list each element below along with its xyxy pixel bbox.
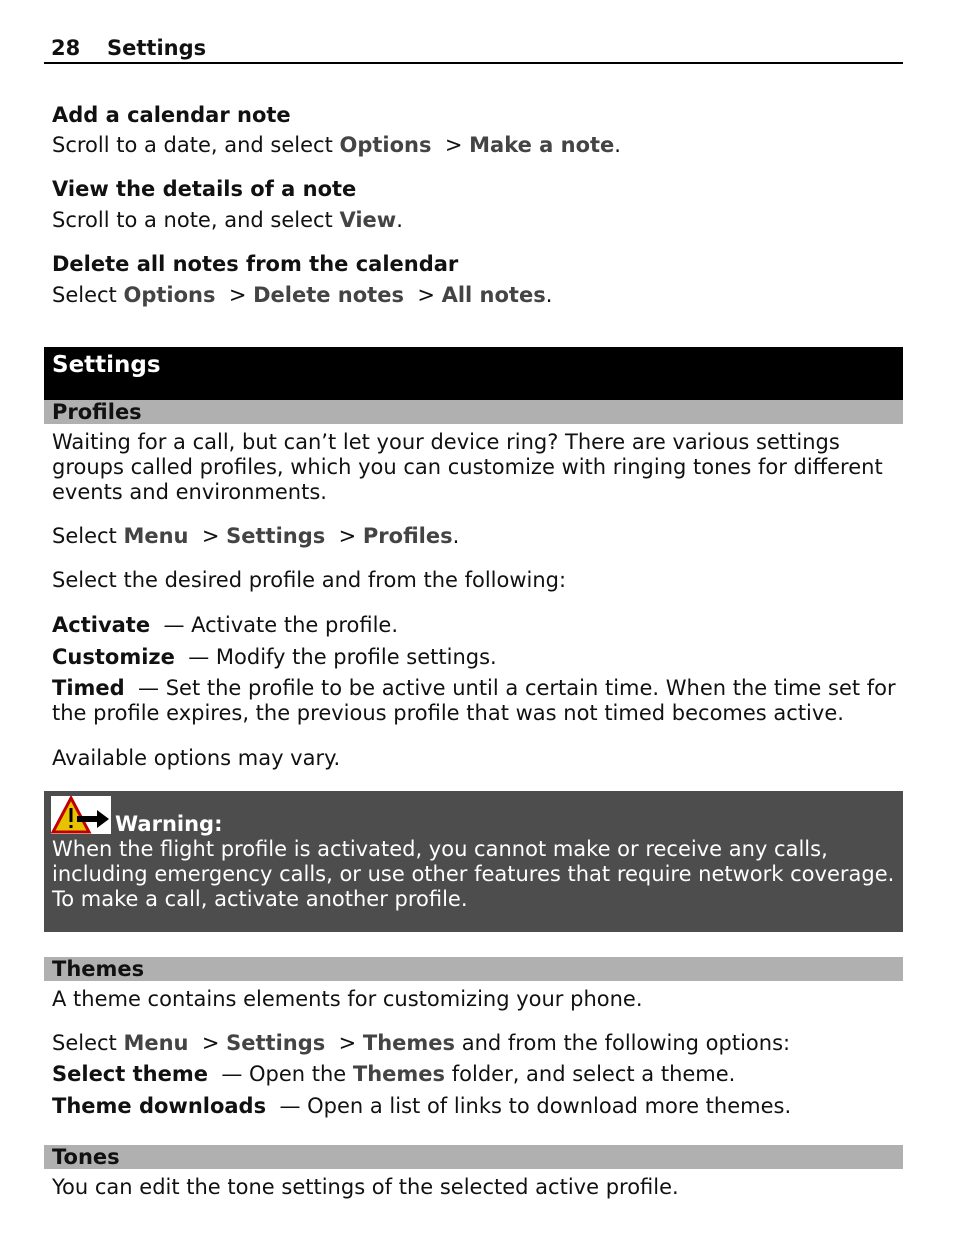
warning-triangle-icon [51, 796, 111, 834]
themes-path [52, 1031, 902, 1056]
profiles-intro: Waiting for a call, but can’t let your device ring? There are various settings groups called profiles, which you can customize with ringing tones for different events and environments. [52, 430, 883, 504]
text-run: Select [52, 524, 124, 548]
all-notes-ui-label: All notes [441, 283, 546, 307]
customize-term: Customize [52, 645, 175, 669]
themes-heading: Themes [52, 957, 145, 981]
view-ui-label: View [339, 208, 397, 232]
timed-option [52, 676, 902, 726]
text-run: > [188, 1031, 227, 1055]
activate-option [52, 613, 902, 638]
tones-heading: Tones [52, 1145, 120, 1169]
delete-notes-ui-label: Delete notes [253, 283, 404, 307]
text-run: Scroll to a note, and select [52, 208, 340, 232]
header-title: Settings [107, 36, 207, 60]
page-header [44, 36, 903, 64]
subsection-bar-profiles [44, 400, 903, 424]
text-run: > [188, 524, 227, 548]
profiles-select-text: Select the desired profile and from the following: [52, 568, 567, 592]
themes-folder-ui-label: Themes [352, 1062, 446, 1086]
warning-text: When the flight profile is activated, you cannot make or receive any calls, including emergency calls, or use other features that require network coverage. To make a call, activate another profile. [52, 837, 895, 911]
text-run: Select [52, 1031, 124, 1055]
delete-notes-heading: Delete all notes from the calendar [52, 252, 459, 276]
profiles-heading: Profiles [52, 400, 142, 424]
available-options-note: Available options may vary. [52, 746, 341, 770]
text-run: Select [52, 283, 124, 307]
text-run: > [403, 283, 442, 307]
add-note-text [52, 133, 902, 158]
text-run: . [396, 208, 403, 232]
text-run: > [431, 133, 470, 157]
theme-downloads-term: Theme downloads [52, 1094, 267, 1118]
text-run: . [545, 283, 553, 307]
text-run: > [325, 1031, 363, 1055]
text-run: . [614, 133, 621, 157]
delete-notes-text [52, 283, 902, 308]
section-title: Settings [52, 352, 161, 378]
customize-option [52, 645, 902, 670]
view-note-text [52, 208, 902, 233]
subsection-bar-themes [44, 957, 903, 981]
view-note-heading: View the details of a note [52, 177, 357, 201]
settings-ui-label: Settings [226, 524, 326, 548]
menu-ui-label: Menu [123, 1031, 189, 1055]
select-theme-term: Select theme [52, 1062, 208, 1086]
themes-intro: A theme contains elements for customizing your phone. [52, 987, 643, 1011]
select-theme-option [52, 1062, 902, 1087]
text-run: > [215, 283, 254, 307]
customize-desc: — Modify the profile settings. [174, 645, 497, 669]
subsection-bar-tones [44, 1145, 903, 1169]
section-bar-settings [44, 347, 903, 400]
timed-desc: — Set the profile to be active until a certain time. When the time set for the profile expires, the previous profile that was not timed becomes active. [52, 676, 903, 725]
page-number: 28 [51, 36, 81, 60]
tones-intro: You can edit the tone settings of the selected active profile. [52, 1175, 679, 1199]
timed-term: Timed [52, 676, 125, 700]
menu-ui-label: Menu [123, 524, 189, 548]
text-run: — Open the [207, 1062, 353, 1086]
text-run: > [325, 524, 363, 548]
profiles-path [52, 524, 902, 549]
activate-desc: — Activate the profile. [150, 613, 399, 637]
theme-downloads-desc: — Open a list of links to download more themes. [266, 1094, 792, 1118]
text-run: folder, and select a theme. [445, 1062, 736, 1086]
warning-box [44, 791, 903, 932]
text-run: and from the following options: [455, 1031, 791, 1055]
add-note-heading: Add a calendar note [52, 103, 291, 127]
text-run: Scroll to a date, and select [52, 133, 340, 157]
activate-term: Activate [52, 613, 151, 637]
make-note-ui-label: Make a note [469, 133, 615, 157]
options-ui-label: Options [123, 283, 216, 307]
options-ui-label: Options [339, 133, 432, 157]
profiles-ui-label: Profiles [362, 524, 453, 548]
text-run: . [452, 524, 460, 548]
warning-label: Warning: [115, 812, 223, 836]
settings-ui-label: Settings [226, 1031, 326, 1055]
theme-downloads-option [52, 1094, 902, 1119]
themes-ui-label: Themes [362, 1031, 456, 1055]
